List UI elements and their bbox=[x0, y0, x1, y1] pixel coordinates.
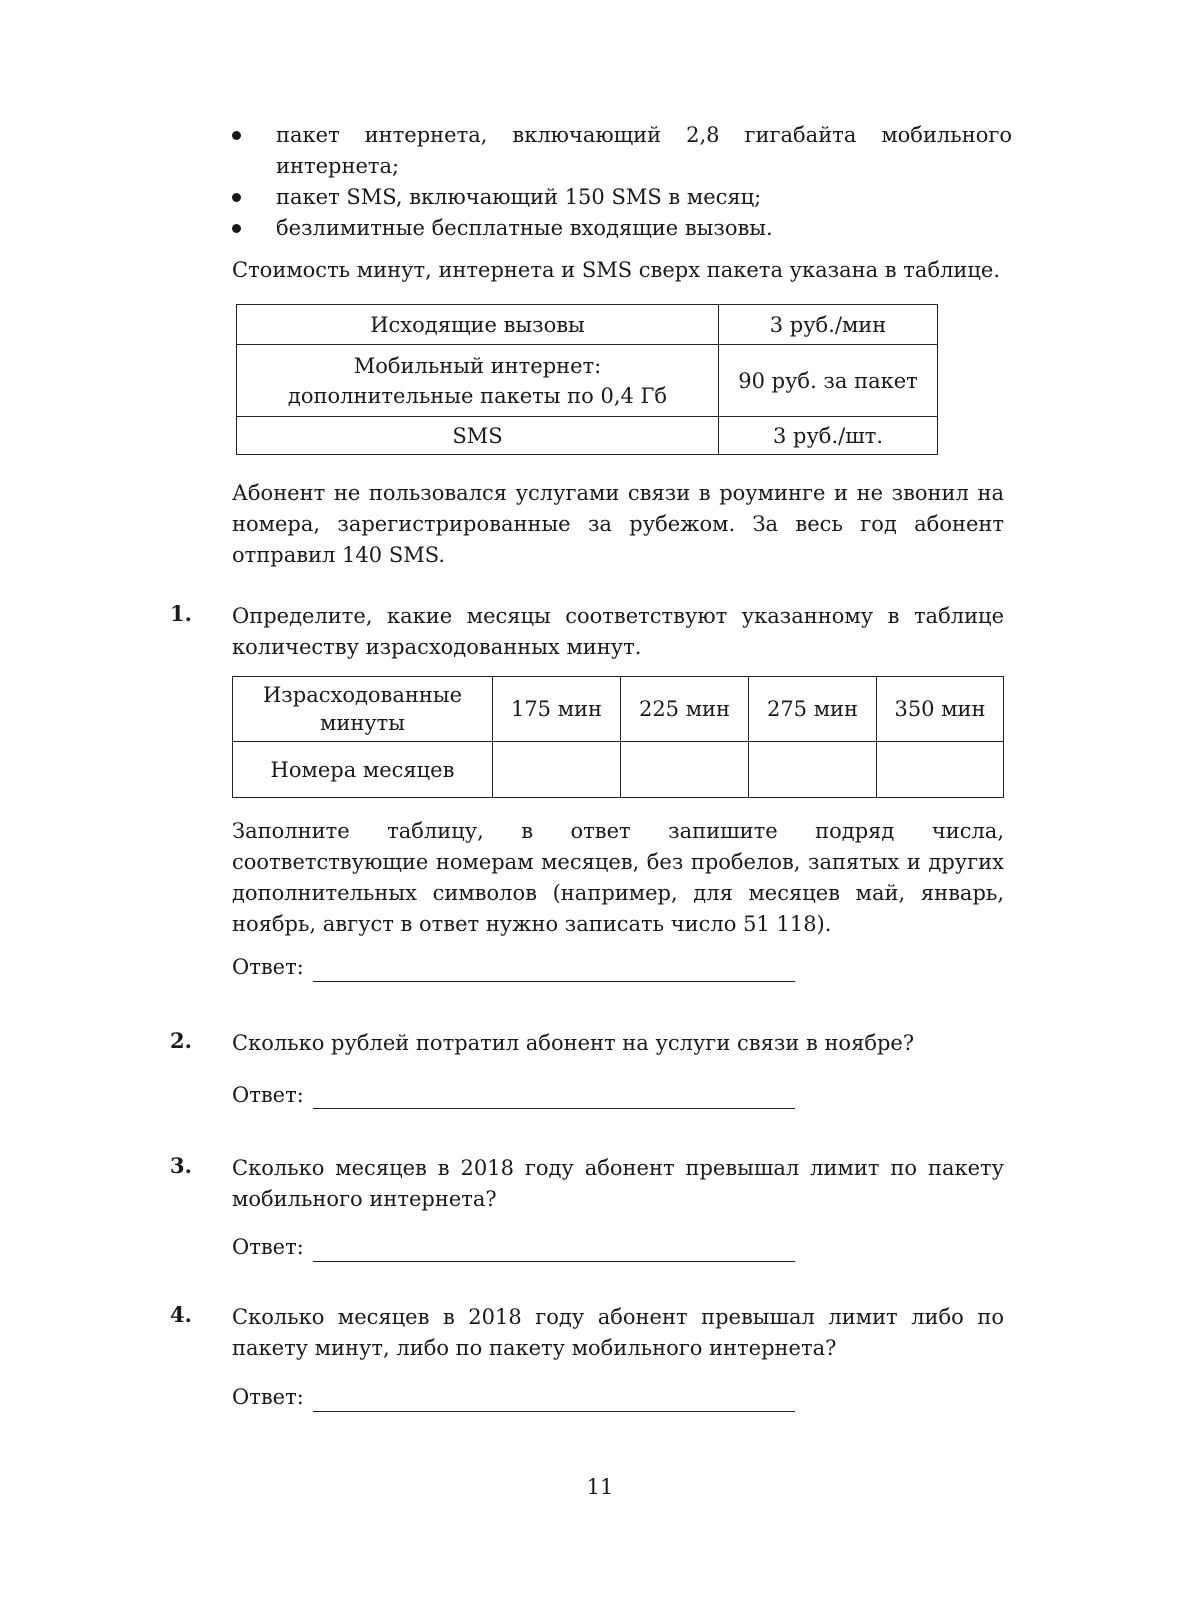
answer-field[interactable] bbox=[313, 955, 795, 982]
question-text: Определите, какие месяцы соответствуют указанному в таблице количеству израсходованных минут. bbox=[232, 604, 1004, 659]
page-number: 11 bbox=[586, 1475, 614, 1499]
answer-label: Ответ: bbox=[232, 955, 304, 979]
answer-label: Ответ: bbox=[232, 1385, 304, 1409]
table-cell: Номера месяцев bbox=[233, 742, 493, 798]
question-number: 1. bbox=[170, 601, 192, 626]
answer-label: Ответ: bbox=[232, 1235, 304, 1259]
answer-field[interactable] bbox=[313, 1235, 795, 1262]
table-row bbox=[237, 305, 938, 345]
cell-line: Израсходованные bbox=[262, 683, 463, 707]
bullet-text: пакет SMS, включающий 150 SMS в месяц; bbox=[276, 185, 762, 209]
cell-line: минуты bbox=[319, 711, 405, 735]
table-row bbox=[237, 417, 938, 455]
month-answer-cell[interactable] bbox=[493, 742, 621, 798]
bullet-dot bbox=[232, 193, 241, 202]
question-text: Сколько месяцев в 2018 году абонент превышал лимит либо по пакету минут, либо по пакету мобильного интернета? bbox=[232, 1305, 1004, 1360]
month-answer-cell[interactable] bbox=[877, 742, 1004, 798]
cost-intro-text: Стоимость минут, интернета и SMS сверх пакета указана в таблице. bbox=[232, 258, 1001, 282]
cell-line: Мобильный интернет: bbox=[353, 353, 602, 378]
question-number: 3. bbox=[170, 1153, 192, 1178]
table-header-cell: 175 мин bbox=[493, 677, 621, 742]
table-header-cell: 275 мин bbox=[749, 677, 877, 742]
table-cell: Исходящие вызовы bbox=[237, 305, 719, 345]
month-answer-cell[interactable] bbox=[749, 742, 877, 798]
subscriber-note: Абонент не пользовался услугами связи в роуминге и не звонил на номера, зарегистрированные за рубежом. За весь год абонент отправил 140 SMS. bbox=[232, 481, 1004, 567]
question-text: Сколько месяцев в 2018 году абонент превышал лимит по пакету мобильного интернета? bbox=[232, 1156, 1004, 1211]
bullet-dot bbox=[232, 131, 241, 140]
minutes-months-table bbox=[232, 676, 1004, 798]
overage-cost-table bbox=[236, 304, 938, 455]
answer-field[interactable] bbox=[313, 1385, 795, 1412]
bullet-text: безлимитные бесплатные входящие вызовы. bbox=[276, 216, 773, 240]
question-text: Сколько рублей потратил абонент на услуги связи в ноябре? bbox=[232, 1031, 915, 1055]
question-number: 4. bbox=[170, 1302, 192, 1327]
table-header-cell: 225 мин bbox=[621, 677, 749, 742]
question-number: 2. bbox=[170, 1028, 192, 1053]
table-cell: 3 руб./шт. bbox=[719, 417, 938, 455]
answer-field[interactable] bbox=[313, 1083, 795, 1109]
cell-line: дополнительные пакеты по 0,4 Гб bbox=[287, 383, 668, 408]
table-cell: SMS bbox=[237, 417, 719, 455]
table-row bbox=[233, 742, 1004, 798]
table-cell: 3 руб./мин bbox=[719, 305, 938, 345]
table-header-cell: 350 мин bbox=[877, 677, 1004, 742]
bullet-dot bbox=[232, 224, 241, 233]
month-answer-cell[interactable] bbox=[621, 742, 749, 798]
fill-instructions: Заполните таблицу, в ответ запишите подряд числа, соответствующие номерам месяцев, без пробелов, запятых и других дополнительных символов (например, для месяцев май, январь, ноябрь, август в ответ нужно записать число 51 118). bbox=[232, 819, 1004, 936]
table-row bbox=[237, 345, 938, 417]
table-cell bbox=[237, 345, 719, 417]
bullet-text: пакет интернета, включающий 2,8 гигабайта мобильного интернета; bbox=[276, 123, 1012, 178]
table-header-cell bbox=[233, 677, 493, 742]
table-row bbox=[233, 677, 1004, 742]
table-cell: 90 руб. за пакет bbox=[719, 345, 938, 417]
answer-label: Ответ: bbox=[232, 1083, 304, 1107]
